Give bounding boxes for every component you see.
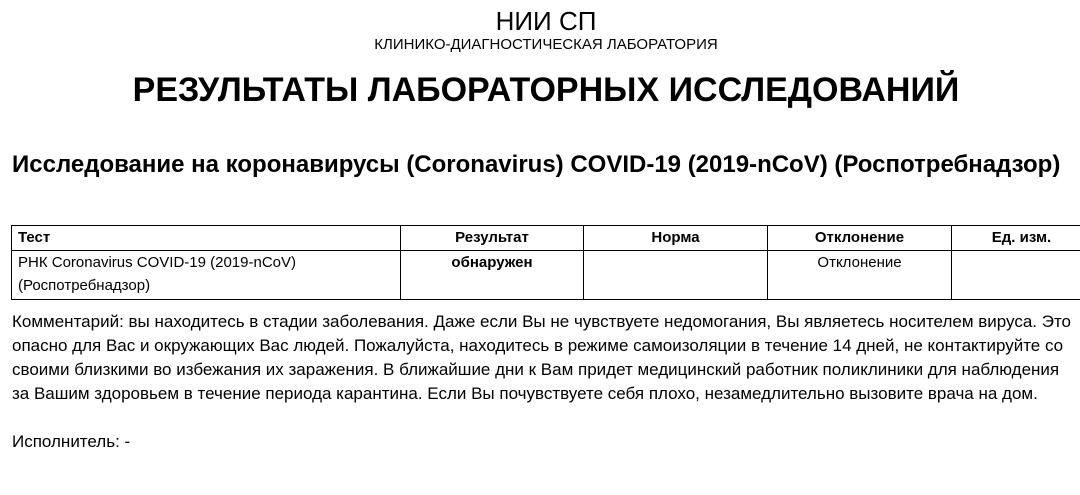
column-header-norm: Норма [584, 226, 768, 251]
table-header-row [12, 226, 1080, 251]
table-row [12, 251, 1080, 300]
column-header-unit: Ед. изм. [952, 226, 1080, 251]
organization-name: НИИ СП [495, 6, 597, 36]
document-title: РЕЗУЛЬТАТЫ ЛАБОРАТОРНЫХ ИССЛЕДОВАНИЙ [132, 71, 960, 109]
cell-result: обнаружен [401, 251, 584, 300]
cell-test: РНК Coronavirus COVID-19 (2019-nCoV) (Роспотребнадзор) [12, 251, 401, 300]
results-table [11, 225, 1080, 300]
column-header-deviation: Отклонение [768, 226, 952, 251]
organization-subtitle: КЛИНИКО-ДИАГНОСТИЧЕСКАЯ ЛАБОРАТОРИЯ [374, 36, 718, 53]
study-title: Исследование на коронавирусы (Coronavirus) COVID-19 (2019-nCoV) (Роспотребнадзор) [12, 151, 1061, 178]
column-header-test: Тест [12, 226, 401, 251]
cell-deviation: Отклонение [768, 251, 952, 300]
cell-norm [584, 251, 768, 300]
cell-unit [952, 251, 1080, 300]
column-header-result: Результат [401, 226, 584, 251]
comment-text: Комментарий: вы находитесь в стадии заболевания. Даже если Вы не чувствуете недомогания, Вы являетесь носителем вируса. Это опасно для Вас и окружающих Вас людей. Пожалуйста, находитесь в режиме самоизоляции в течение 14 дней, не контактируйте со своими близкими во избежания их заражения. В ближайшие дни к Вам придет медицинский работник поликлиники для наблюдения за Вашим здоровьем в течение периода карантина. Если Вы почувствуете себя плохо, незамедлительно вызовите врача на дом. [12, 312, 1072, 403]
executor-text: Исполнитель: - [12, 432, 131, 451]
